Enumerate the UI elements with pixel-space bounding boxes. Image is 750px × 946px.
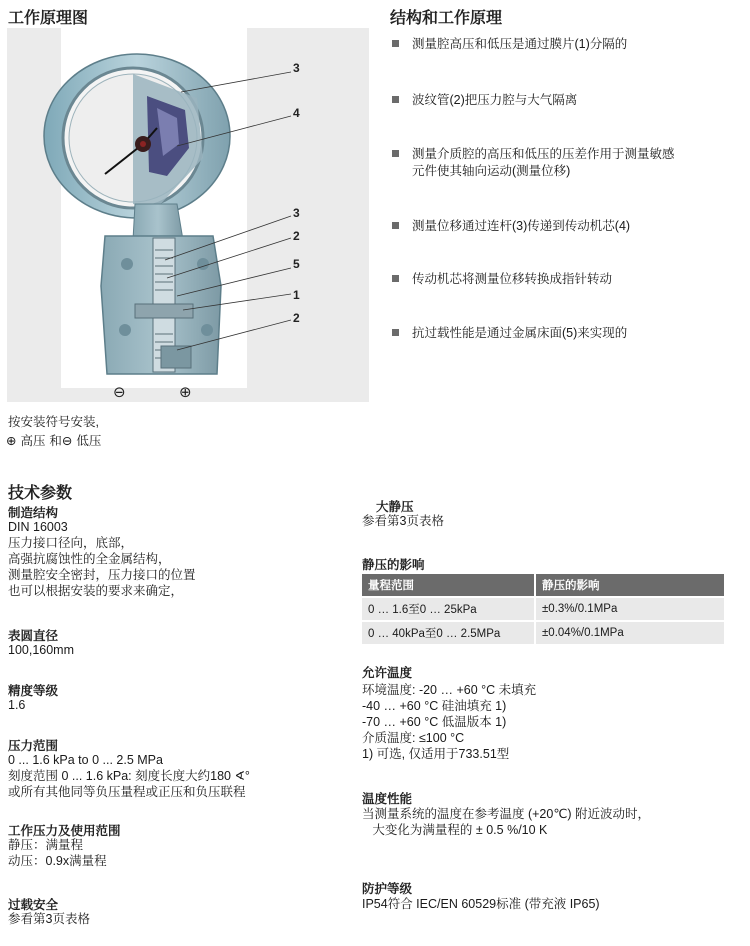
gauge-drawing (7, 28, 369, 402)
max-static-value: 参看第3页表格 (362, 514, 444, 528)
dial-size-value: 100,160mm (8, 643, 75, 657)
construction-block: DIN 16003 压力接口径向，底部， 高强抗腐蚀性的全金属结构， 测量腔安全密封，压力接口的位置 也可以根据安装的要求来确定， (8, 520, 196, 598)
callout-label: 5 (293, 257, 300, 271)
temperature-block: 环境温度: -20 … +60 °C 未填充 -40 … +60 °C 硅油填充 1) -70 … +60 °C 低温版本 1) 介质温度: ≤100 °C 1) 可选, 仅适用于733.51型 (362, 683, 537, 761)
protection-value: IP54符合 IEC/EN 60529标准 (带充液 IP65) (362, 897, 600, 911)
tech-params-heading: 技术参数 (8, 485, 73, 502)
low-pressure-port-symbol: ⊖ (113, 383, 126, 401)
overload-value: 参看第3页表格 (8, 912, 90, 926)
accuracy-title: 精度等级 (8, 684, 59, 698)
high-pressure-port-symbol: ⊕ (179, 383, 192, 401)
callout-label: 3 (293, 61, 300, 75)
static-effect-table (362, 574, 724, 644)
temperature-title: 允许温度 (362, 666, 413, 680)
callout-label: 1 (293, 288, 300, 302)
max-static-title: 大静压 (376, 500, 414, 514)
working-pressure-block: 静压：满量程 动压：0.9x满量程 (8, 838, 107, 868)
working-pressure-title: 工作压力及使用范围 (8, 824, 121, 838)
dial-size-title: 表圆直径 (8, 629, 59, 643)
temp-performance-title: 温度性能 (362, 792, 413, 806)
callout-label: 3 (293, 206, 300, 220)
figure-heading: 工作原理图 (8, 10, 89, 27)
callout-label: 2 (293, 229, 300, 243)
table-header: 量程范围 (362, 574, 535, 597)
callout-label: 4 (293, 106, 300, 120)
accuracy-value: 1.6 (8, 698, 26, 712)
gauge-cutaway-figure (7, 28, 369, 402)
figure-caption-line1: 按安装符号安装, (8, 415, 99, 429)
range-block: 0 ... 1.6 kPa to 0 ... 2.5 MPa 刻度范围 0 ... 1.6 kPa: 刻度长度大约180 ∢° 或所有其他同等负压量程或正压和负压联程 (8, 753, 250, 799)
principle-list: 测量腔高压和低压是通过膜片(1)分隔的 波纹管(2)把压力腔与大气隔离 测量介质腔的高压和低压的压差作用于测量敏感 元件使其轴向运动(测量位移) 测量位移通过连杆(3)传递到传动机芯(4) 传动机芯将测量位移转换成指针转动 抗过载性能是通过金属床面(5)来实现的 (392, 36, 742, 346)
figure-caption-line2: ⊕ 高压 和⊖ 低压 (6, 433, 102, 448)
protection-title: 防护等级 (362, 882, 413, 896)
construction-title: 制造结构 (8, 506, 59, 520)
range-title: 压力范围 (8, 739, 59, 753)
principle-heading: 结构和工作原理 (390, 10, 503, 27)
overload-title: 过载安全 (8, 898, 59, 912)
temp-performance-block: 当测量系统的温度在参考温度 (+20℃) 附近波动时， 大变化为满量程的 ± 0.5 %/10 K (362, 807, 651, 837)
table-header: 静压的影响 (535, 574, 724, 597)
table-row: 0 … 1.6至0 … 25kPa ±0.3%/0.1MPa (362, 597, 724, 621)
callout-label: 2 (293, 311, 300, 325)
static-effect-title: 静压的影响 (362, 558, 425, 572)
table-row: 0 … 40kPa至0 … 2.5MPa ±0.04%/0.1MPa (362, 621, 724, 644)
